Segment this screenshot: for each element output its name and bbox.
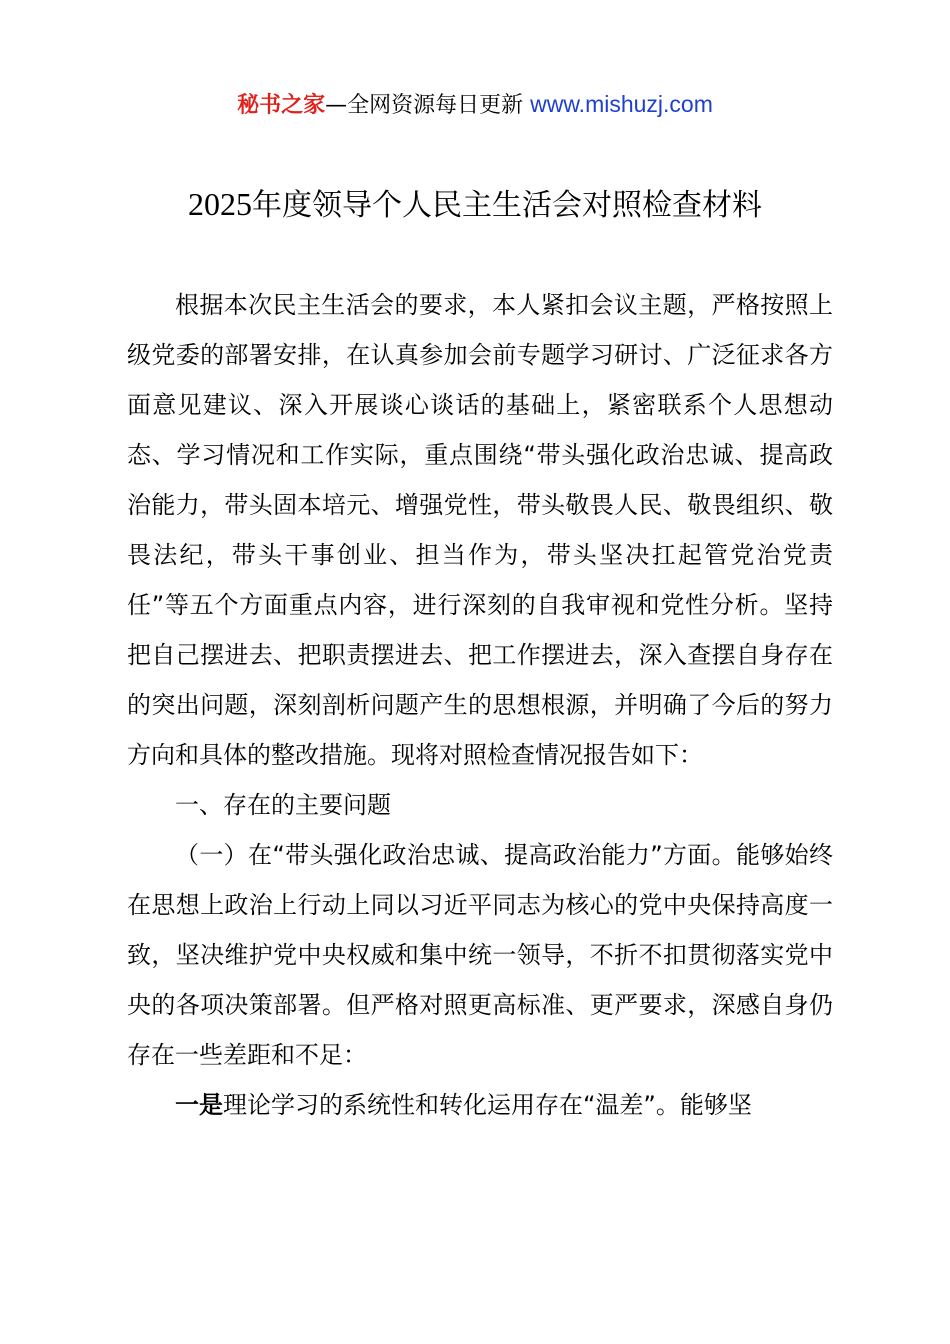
point-text: 理论学习的系统性和转化运用存在“温差”。能够坚 (223, 1091, 752, 1119)
section-heading: 一、存在的主要问题 (175, 791, 391, 819)
header-tagline: —全网资源每日更新 (325, 93, 531, 118)
title-text: 年度领导个人民主生活会对照检查材料 (252, 188, 762, 223)
document-body (127, 280, 833, 1130)
subsection-paragraph: （一）在“带头强化政治忠诚、提高政治能力”方面。能够始终在思想上政治上行动上同以习近平同志为核心的党中央保持高度一致，坚决维护党中央权威和集中统一领导，不折不扣贯彻落实党中央的各项决策部署。但严格对照更高标准、更严要求，深感自身仍存在一些差距和不足： (127, 841, 833, 1069)
brand-name: 秘书之家 (237, 93, 326, 118)
intro-paragraph: 根据本次民主生活会的要求，本人紧扣会议主题，严格按照上级党委的部署安排，在认真参加会前专题学习研讨、广泛征求各方面意见建议、深入开展谈心谈话的基础上，紧密联系个人思想动态、学习情况和工作实际，重点围绕“带头强化政治忠诚、提高政治能力，带头固本培元、增强党性，带头敬畏人民、敬畏组织、敬畏法纪，带头干事创业、担当作为，带头坚决扛起管党治党责任”等五个方面重点内容，进行深刻的自我审视和党性分析。坚持把自己摆进去、把职责摆进去、把工作摆进去，深入查摆自身存在的突出问题，深刻剖析问题产生的思想根源，并明确了今后的努力方向和具体的整改措施。现将对照检查情况报告如下： (127, 291, 833, 769)
point-label: 一是 (175, 1091, 223, 1119)
title-year: 2025 (188, 186, 252, 222)
document-title (0, 182, 950, 228)
point-paragraph (127, 1080, 833, 1130)
site-header (0, 88, 950, 122)
site-url-link[interactable]: www.mishuzj.com (530, 91, 713, 117)
